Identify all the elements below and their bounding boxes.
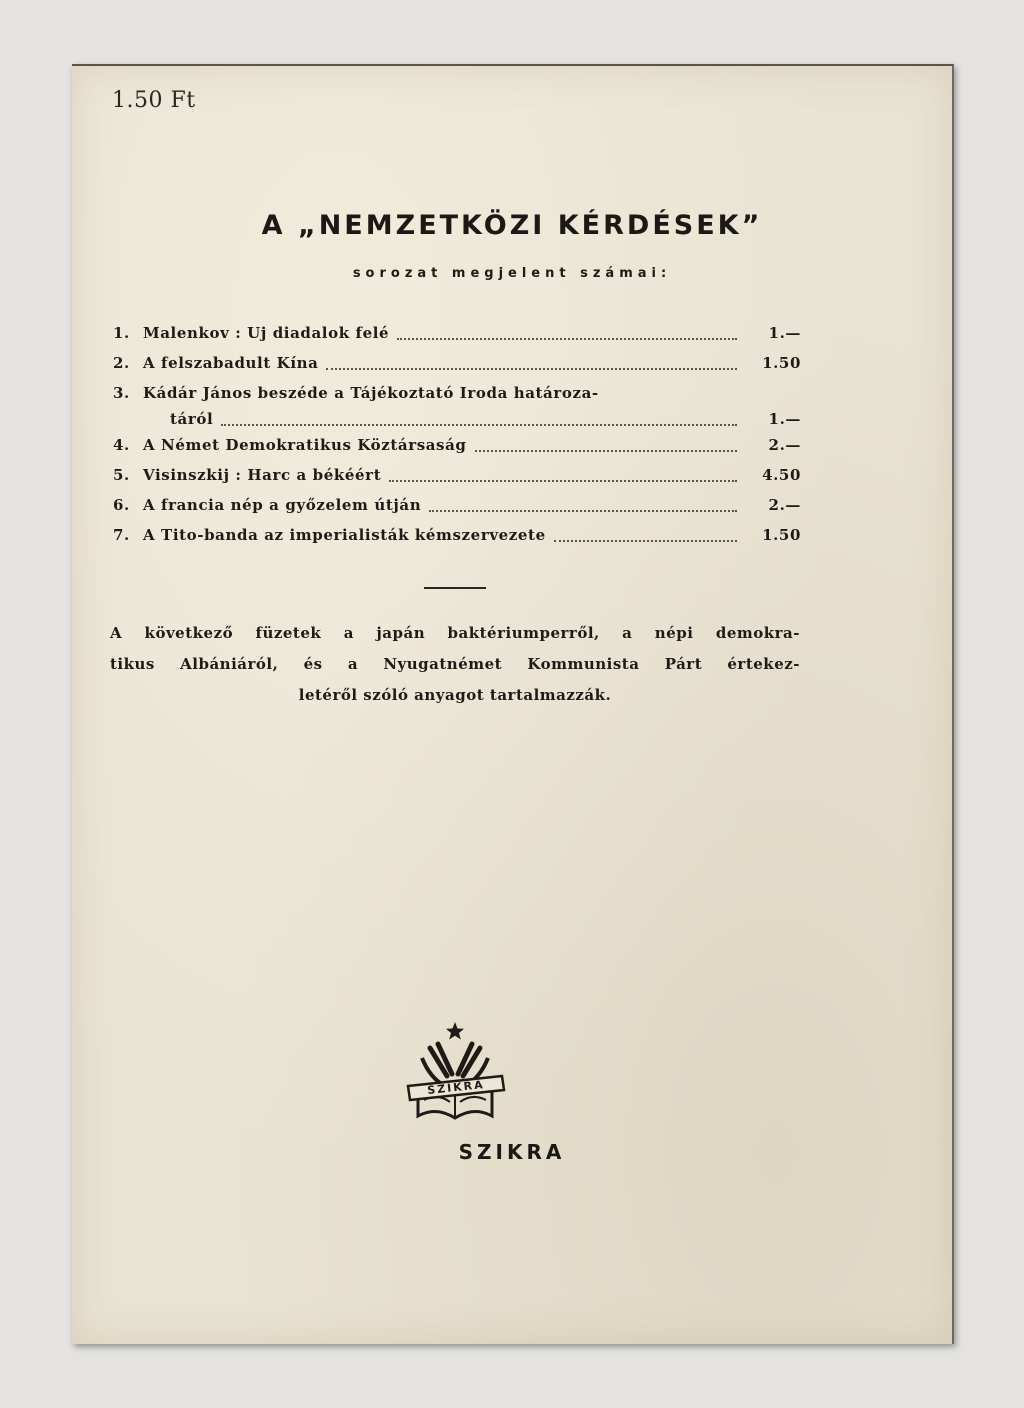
dot-leader: [389, 478, 737, 482]
item-number: 1.: [113, 324, 130, 342]
section-divider: [424, 587, 486, 589]
series-title: A „NEMZETKÖZI KÉRDÉSEK”: [261, 210, 763, 241]
dot-leader: [221, 422, 737, 426]
item-title: A felszabadult Kína: [143, 354, 319, 372]
cover-price: 1.50 Ft: [112, 88, 196, 113]
upcoming-notice: [110, 618, 800, 711]
notice-line: A következő füzetek a japán baktériumperről, a népi demokra-: [110, 624, 800, 642]
item-title-continued: táról: [170, 410, 214, 428]
dot-leader: [554, 538, 737, 542]
dot-leader: [429, 508, 737, 512]
item-title: A Német Demokratikus Köztársaság: [143, 436, 467, 454]
item-number: 2.: [113, 354, 130, 372]
item-title: Visinszkij : Harc a békéért: [143, 466, 382, 484]
list-item: [113, 378, 801, 408]
item-number: 6.: [113, 496, 130, 514]
list-item: [113, 490, 801, 520]
item-price: 4.50: [762, 466, 801, 484]
item-title: Kádár János beszéde a Tájékoztató Iroda határoza-: [143, 384, 599, 402]
notice-line: letéről szóló anyagot tartalmazzák.: [298, 686, 612, 704]
list-item: [113, 460, 801, 490]
list-item: [113, 430, 801, 460]
dot-leader: [326, 366, 737, 370]
publisher-name: SZIKRA: [458, 1140, 566, 1164]
dot-leader: [397, 336, 737, 340]
dot-leader: [475, 448, 737, 452]
item-price: 1.—: [768, 324, 801, 342]
item-number: 4.: [113, 436, 130, 454]
item-price: 2.—: [768, 436, 801, 454]
issues-list: [113, 318, 801, 550]
logo-ribbon-text: SZIKRA: [426, 1078, 486, 1097]
item-title: A Tito-banda az imperialisták kémszervezete: [143, 526, 546, 544]
szikra-logo-icon: [400, 1020, 510, 1130]
item-price: 2.—: [768, 496, 801, 514]
item-number: 5.: [113, 466, 130, 484]
item-price: 1.50: [762, 526, 801, 544]
item-number: 7.: [113, 526, 130, 544]
list-item: [113, 318, 801, 348]
item-title: Malenkov : Uj diadalok felé: [143, 324, 390, 342]
item-number: 3.: [113, 384, 130, 402]
item-price: 1.50: [762, 354, 801, 372]
item-price: 1.—: [768, 410, 801, 428]
series-subtitle: sorozat megjelent számai:: [352, 266, 672, 281]
list-item: [113, 348, 801, 378]
list-item: [113, 520, 801, 550]
item-title: A francia nép a győzelem útján: [143, 496, 422, 514]
list-item-continuation: [113, 408, 801, 430]
notice-line: tikus Albániáról, és a Nyugatnémet Kommunista Párt értekez-: [110, 655, 800, 673]
